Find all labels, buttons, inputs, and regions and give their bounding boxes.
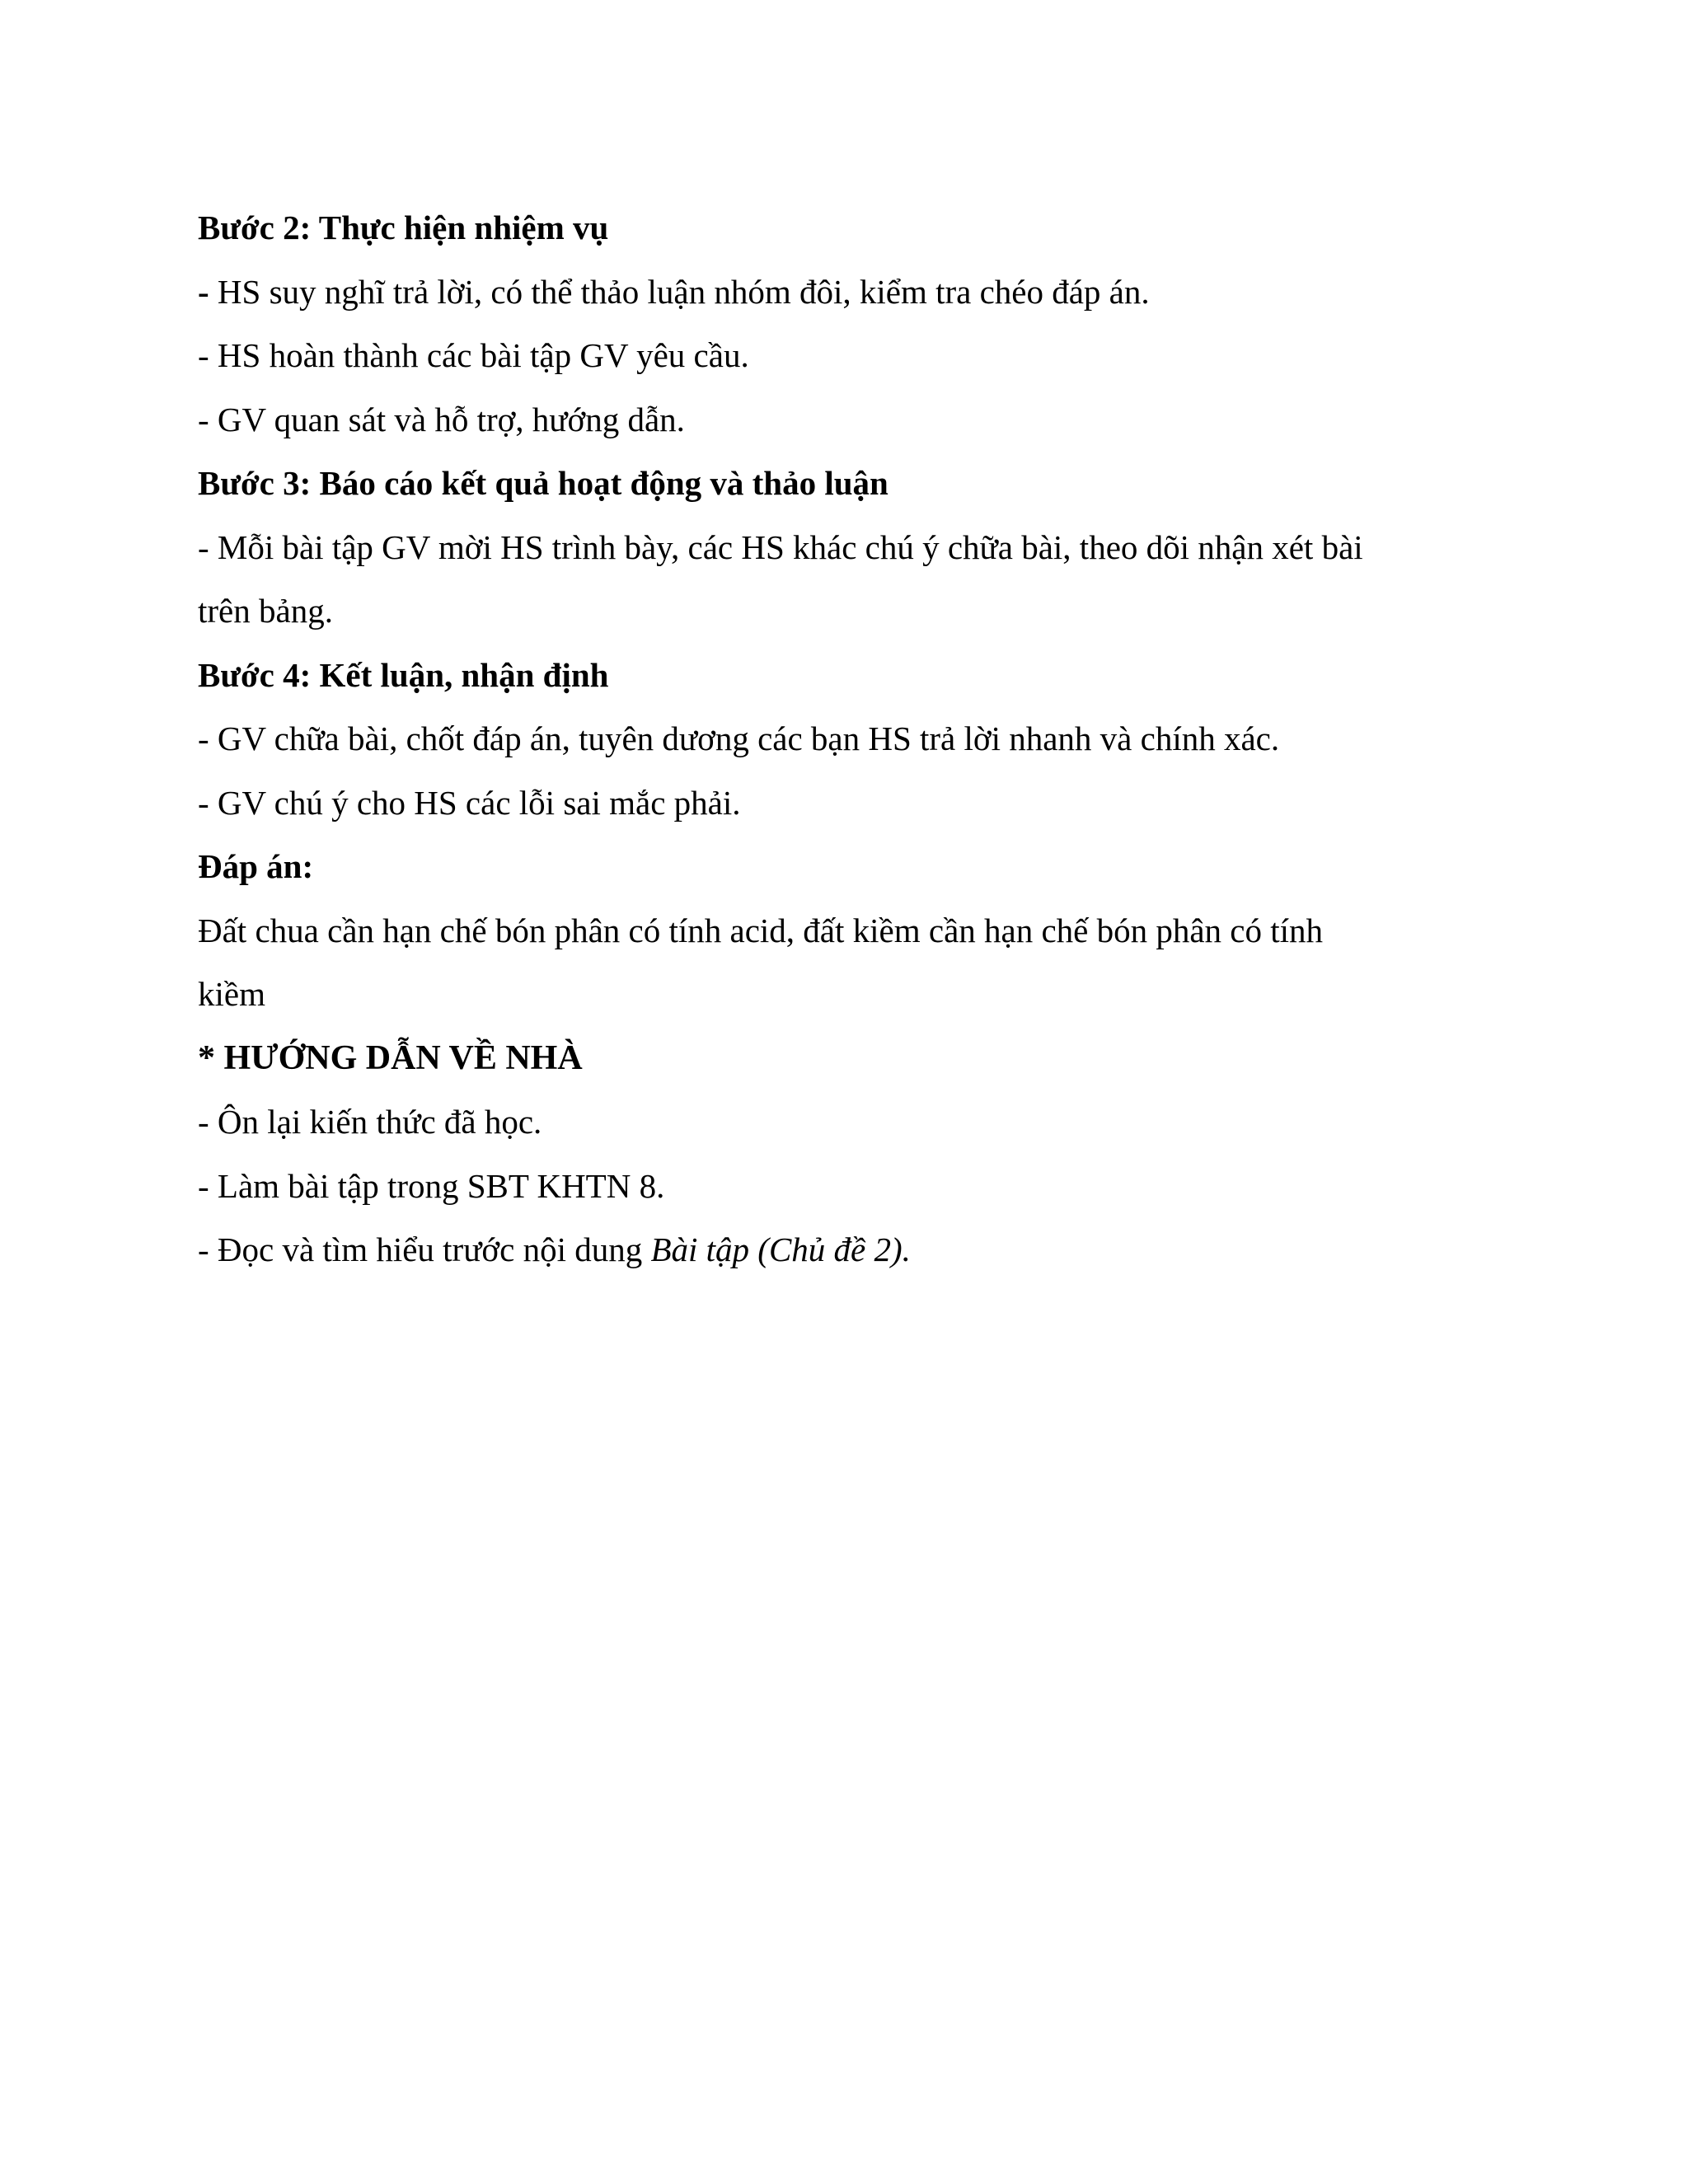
step4-item-1: - GV chữa bài, chốt đáp án, tuyên dương các bạn HS trả lời nhanh và chính xác. [198, 719, 1280, 757]
step2-item-2-dash: - [198, 336, 209, 374]
step2-item-2-text: HS hoàn thành các bài tập GV yêu cầu. [209, 336, 749, 374]
homework-item-3 [198, 1218, 1500, 1282]
step2-item-1-dash: - [198, 272, 209, 311]
step2-item-3 [198, 388, 1500, 452]
step4-heading: Bước 4: Kết luận, nhận định [198, 655, 609, 694]
homework-heading: * HƯỚNG DẪN VỀ NHÀ [198, 1038, 583, 1077]
step4-item-2: - GV chú ý cho HS các lỗi sai mắc phải. [198, 783, 741, 822]
answer-line-2: kiềm [198, 975, 265, 1013]
homework-item-1: - Ôn lại kiến thức đã học. [198, 1103, 542, 1141]
step2-item-1-text: HS suy nghĩ trả lời, có thể thảo luận nhóm đôi, kiểm tra chéo đáp án. [209, 272, 1150, 311]
step2-item-2 [198, 324, 1500, 388]
answer-heading: Đáp án: [198, 847, 314, 885]
homework-item-3-italic: Bài tập (Chủ đề 2) [650, 1230, 903, 1268]
document-body [198, 196, 1500, 1282]
homework-item-3-prefix: - Đọc và tìm hiểu trước nội dung [198, 1230, 651, 1268]
step2-item-3-text: GV quan sát và hỗ trợ, hướng dẫn. [209, 400, 685, 438]
homework-item-3-suffix: . [902, 1230, 911, 1268]
homework-item-2: - Làm bài tập trong SBT KHTN 8. [198, 1166, 665, 1205]
step3-heading: Bước 3: Báo cáo kết quả hoạt động và thảo luận [198, 464, 889, 502]
step3-paragraph-line-2: trên bảng. [198, 592, 333, 630]
step2-heading: Bước 2: Thực hiện nhiệm vụ [198, 209, 609, 246]
step2-item-3-dash: - [198, 400, 209, 438]
step3-paragraph-line-1: - Mỗi bài tập GV mời HS trình bày, các HS khác chú ý chữa bài, theo dõi nhận xét bài [198, 527, 1363, 566]
answer-line-1: Đất chua cần hạn chế bón phân có tính acid, đất kiềm cần hạn chế bón phân có tính [198, 911, 1324, 949]
step2-item-1 [198, 260, 1500, 325]
